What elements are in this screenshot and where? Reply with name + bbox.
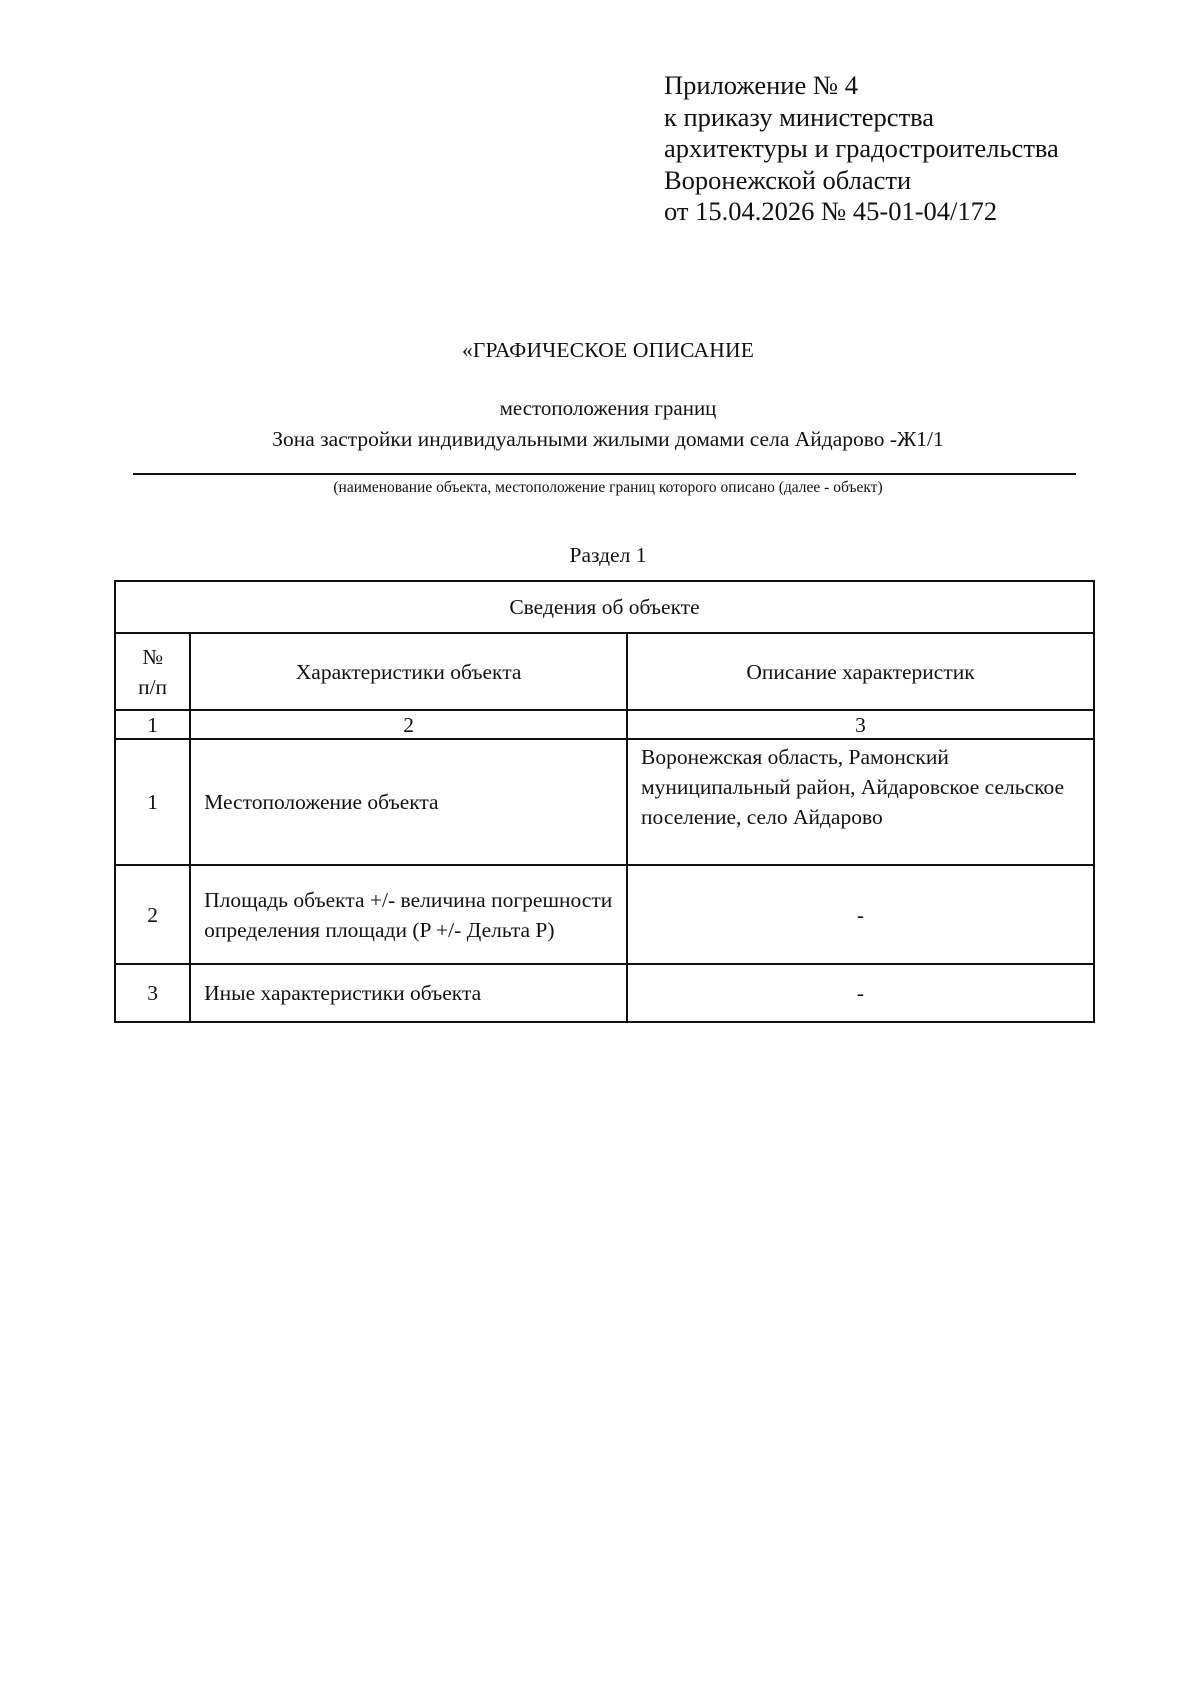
column-number: 3	[627, 710, 1094, 739]
table-row	[115, 739, 1094, 865]
row-description: -	[627, 964, 1094, 1022]
section-title: Раздел 1	[569, 543, 647, 567]
appendix-line: к приказу министерства	[664, 101, 935, 132]
document-title: «ГРАФИЧЕСКОЕ ОПИСАНИЕ	[461, 338, 755, 362]
table-heading: Сведения об объекте	[115, 581, 1094, 633]
object-name-underline	[133, 473, 1076, 475]
row-characteristic: Иные характеристики объекта	[190, 964, 627, 1022]
table-row	[115, 964, 1094, 1022]
column-header-number-line: №	[142, 644, 163, 669]
row-number: 2	[115, 865, 190, 964]
appendix-line: архитектуры и градостроительства	[664, 133, 1059, 163]
row-number: 3	[115, 964, 190, 1022]
column-number-row	[115, 710, 1094, 739]
column-header-number-line: п/п	[138, 674, 168, 699]
appendix-line: Приложение № 4	[664, 70, 859, 100]
column-number: 1	[115, 710, 190, 739]
row-characteristic: Площадь объекта +/- величина погрешности определения площади (P +/- Дельта P)	[190, 865, 627, 964]
table-row	[115, 865, 1094, 964]
row-characteristic: Местоположение объекта	[190, 739, 627, 865]
table-heading-row	[115, 581, 1094, 633]
appendix-line: Воронежской области	[664, 164, 912, 195]
object-name: Зона застройки индивидуальными жилыми домами села Айдарово -Ж1/1	[272, 427, 944, 451]
row-description: -	[627, 865, 1094, 964]
appendix-block	[664, 70, 1134, 228]
column-header-characteristic: Характеристики объекта	[190, 633, 627, 710]
column-number: 2	[190, 710, 627, 739]
column-header-description: Описание характеристик	[627, 633, 1094, 710]
row-description: Воронежская область, Рамонский муниципальный район, Айдаровское сельское поселение, село Айдарово	[627, 739, 1094, 865]
document-subtitle: местоположения границ	[499, 396, 717, 420]
table-column-header-row	[115, 633, 1094, 710]
row-number: 1	[115, 739, 190, 865]
appendix-line: от 15.04.2026 № 45-01-04/172	[664, 196, 998, 226]
object-info-table	[114, 580, 1095, 1023]
object-name-caption: (наименование объекта, местоположение границ которого описано (далее - объект)	[333, 479, 883, 496]
column-header-number	[115, 633, 190, 710]
